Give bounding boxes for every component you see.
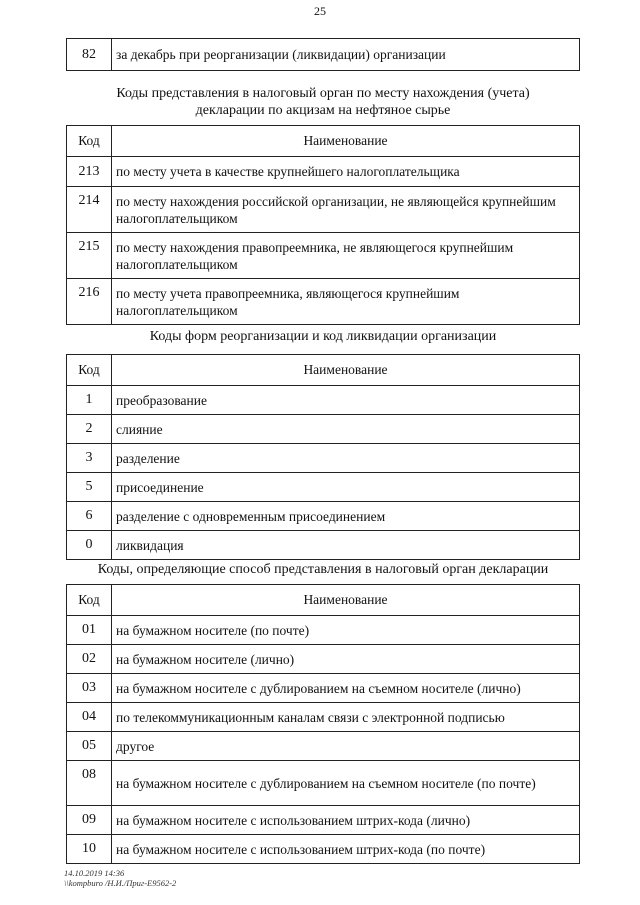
row-name: на бумажном носителе с использованием штрих-кода (по почте) — [112, 835, 580, 864]
row-code: 6 — [67, 502, 112, 531]
table-row — [67, 386, 580, 415]
row-name: слияние — [112, 415, 580, 444]
header-name: Наименование — [112, 126, 580, 157]
row-code: 2 — [67, 415, 112, 444]
row-code: 05 — [67, 732, 112, 761]
row-name: разделение с одновременным присоединением — [112, 502, 580, 531]
header-code: Код — [67, 126, 112, 157]
top-table — [66, 38, 580, 71]
row-code: 82 — [67, 39, 112, 71]
table-header-row — [67, 585, 580, 616]
table-row — [67, 703, 580, 732]
section2-title: Коды форм реорганизации и код ликвидации организации — [149, 329, 497, 344]
table-row — [67, 473, 580, 502]
row-code: 3 — [67, 444, 112, 473]
row-name: на бумажном носителе (по почте) — [112, 616, 580, 645]
row-code: 0 — [67, 531, 112, 560]
section3-title: Коды, определяющие способ представления в налоговый орган декларации — [97, 562, 549, 577]
row-code: 213 — [67, 157, 112, 187]
row-code: 09 — [67, 806, 112, 835]
row-name: по телекоммуникационным каналам связи с электронной подписью — [112, 703, 580, 732]
footer-document-path: \\kompburo /Н.И./Приг-Е9562-2 — [64, 878, 177, 888]
row-name: по месту нахождения российской организации, не являющейся крупнейшим налогоплательщиком — [112, 187, 580, 233]
footer — [64, 868, 176, 888]
row-name: разделение — [112, 444, 580, 473]
reporting-location-table — [66, 125, 580, 325]
row-code: 214 — [67, 187, 112, 233]
row-name: на бумажном носителе (лично) — [112, 645, 580, 674]
row-code: 08 — [67, 761, 112, 806]
table-row — [67, 157, 580, 187]
row-code: 1 — [67, 386, 112, 415]
table-row — [67, 761, 580, 806]
table-row — [67, 531, 580, 560]
row-name: за декабрь при реорганизации (ликвидации) организации — [112, 39, 580, 71]
table-row — [67, 674, 580, 703]
table-row — [67, 616, 580, 645]
table-row — [67, 415, 580, 444]
row-code: 02 — [67, 645, 112, 674]
row-name: на бумажном носителе с использованием штрих-кода (лично) — [112, 806, 580, 835]
table-row — [67, 279, 580, 325]
table-row — [67, 444, 580, 473]
page-number: 25 — [314, 4, 326, 18]
row-code: 5 — [67, 473, 112, 502]
row-code: 10 — [67, 835, 112, 864]
table-row — [67, 645, 580, 674]
row-name: по месту нахождения правопреемника, не являющегося крупнейшим налогоплательщиком — [112, 233, 580, 279]
row-name: присоединение — [112, 473, 580, 502]
submission-method-table — [66, 584, 580, 864]
table-header-row — [67, 355, 580, 386]
reorganization-codes-table — [66, 354, 580, 560]
row-name: другое — [112, 732, 580, 761]
footer-timestamp: 14.10.2019 14:36 — [64, 868, 125, 878]
table-row — [67, 835, 580, 864]
section1-title-line1: Коды представления в налоговый орган по месту нахождения (учета) — [116, 86, 530, 101]
row-code: 215 — [67, 233, 112, 279]
row-name: по месту учета правопреемника, являющегося крупнейшим налогоплательщиком — [112, 279, 580, 325]
table-row — [67, 502, 580, 531]
header-code: Код — [67, 585, 112, 616]
header-name: Наименование — [112, 355, 580, 386]
table-row — [67, 187, 580, 233]
row-name: преобразование — [112, 386, 580, 415]
row-code: 03 — [67, 674, 112, 703]
row-code: 01 — [67, 616, 112, 645]
section1-title — [60, 85, 586, 119]
row-code: 216 — [67, 279, 112, 325]
table-header-row — [67, 126, 580, 157]
section1-title-line2: декларации по акцизам на нефтяное сырье — [195, 103, 451, 118]
table-row — [67, 732, 580, 761]
header-code: Код — [67, 355, 112, 386]
row-name: на бумажном носителе с дублированием на съемном носителе (по почте) — [112, 761, 580, 806]
row-name: по месту учета в качестве крупнейшего налогоплательщика — [112, 157, 580, 187]
row-name: на бумажном носителе с дублированием на съемном носителе (лично) — [112, 674, 580, 703]
table-row — [67, 39, 580, 71]
table-row — [67, 233, 580, 279]
row-code: 04 — [67, 703, 112, 732]
row-name: ликвидация — [112, 531, 580, 560]
header-name: Наименование — [112, 585, 580, 616]
table-row — [67, 806, 580, 835]
